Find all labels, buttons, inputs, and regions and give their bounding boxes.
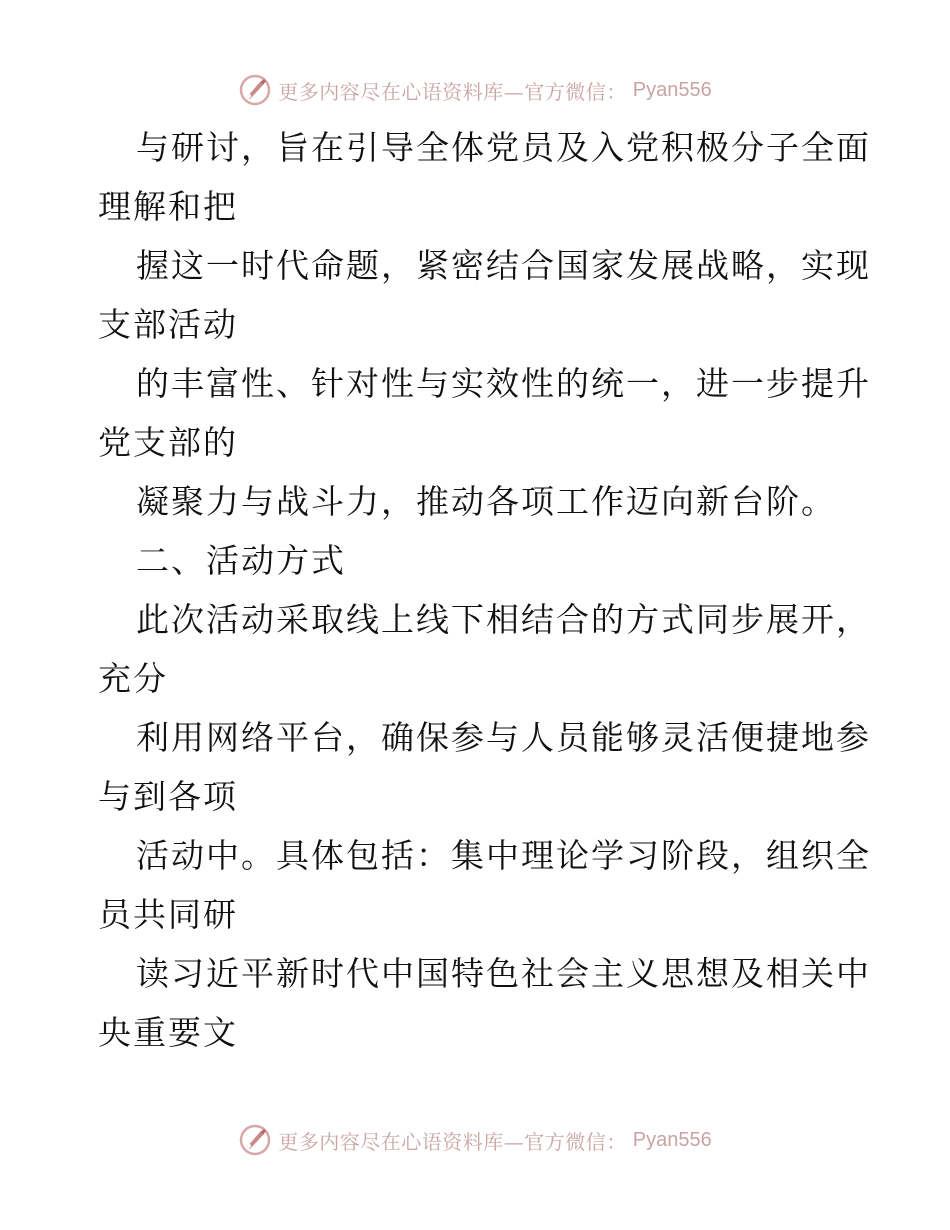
body-line: 央重要文: [98, 1013, 238, 1052]
body-line: 读习近平新时代中国特色社会主义思想及相关中: [136, 954, 871, 993]
body-line: 利用网络平台，确保参与人员能够灵活便捷地参: [136, 718, 871, 757]
body-line: 充分: [98, 659, 168, 698]
body-line: 的丰富性、针对性与实效性的统一，进一步提升: [136, 364, 871, 403]
body-line: 党支部的: [98, 423, 238, 462]
body-line: 凝聚力与战斗力，推动各项工作迈向新台阶。: [136, 482, 836, 521]
section-heading: 二、活动方式: [136, 541, 346, 580]
watermark-handle: Pyan556: [632, 1128, 712, 1151]
header-watermark: [0, 70, 950, 110]
body-line: 支部活动: [98, 305, 238, 344]
watermark-handle: Pyan556: [632, 78, 712, 101]
body-line: 员共同研: [98, 895, 238, 934]
body-line: 理解和把: [98, 187, 238, 226]
watermark-text: 更多内容尽在心语资料库—官方微信：: [278, 79, 627, 104]
fountain-pen-seal-icon: [238, 1123, 272, 1157]
body-line: 握这一时代命题，紧密结合国家发展战略，实现: [136, 246, 871, 285]
body-line: 与到各项: [98, 777, 238, 816]
fountain-pen-seal-icon: [238, 73, 272, 107]
body-line: 与研讨，旨在引导全体党员及入党积极分子全面: [136, 128, 871, 167]
document-body: [98, 118, 871, 1062]
body-line: 活动中。具体包括：集中理论学习阶段，组织全: [136, 836, 871, 875]
watermark-text: 更多内容尽在心语资料库—官方微信：: [278, 1129, 627, 1154]
body-line: 此次活动采取线上线下相结合的方式同步展开，: [136, 600, 871, 639]
footer-watermark: [0, 1120, 950, 1160]
